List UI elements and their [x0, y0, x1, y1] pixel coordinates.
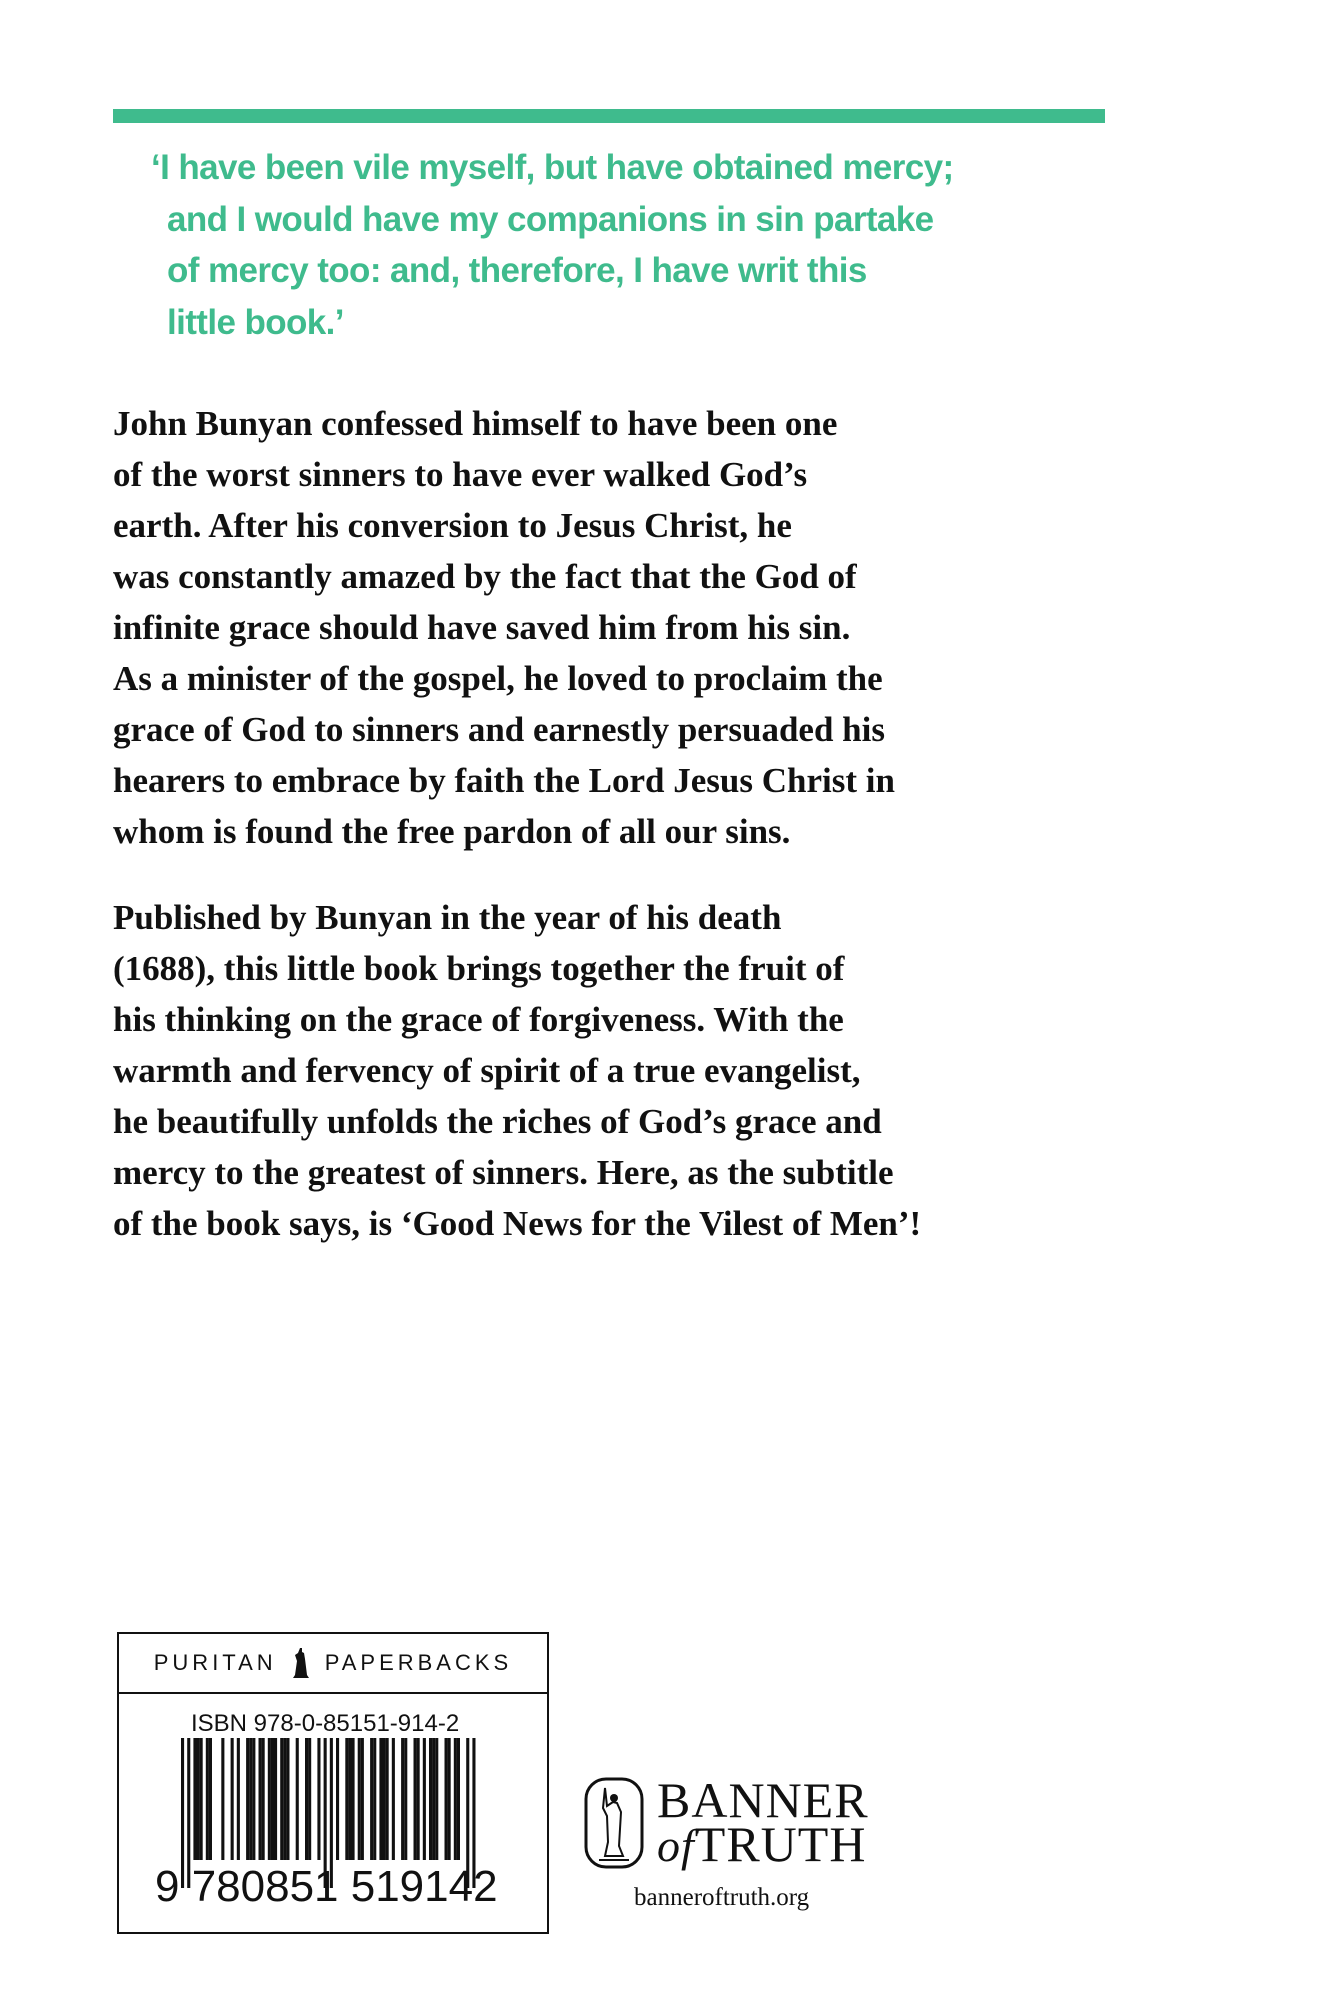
barcode-bar — [268, 1738, 271, 1860]
paragraph-line: warmth and fervency of spirit of a true evangelist, — [113, 1051, 861, 1090]
barcode-bar — [435, 1738, 438, 1860]
barcode-bar — [432, 1738, 435, 1860]
barcode-bar — [231, 1738, 234, 1860]
paragraph-line: of the book says, is ‘Good News for the Vilest of Men’! — [113, 1204, 922, 1243]
paragraph-line: grace of God to sinners and earnestly persuaded his — [113, 710, 885, 749]
barcode-bar — [308, 1738, 311, 1860]
barcode-digits — [155, 1862, 498, 1912]
barcode-bar — [454, 1738, 457, 1860]
barcode-bar — [401, 1738, 404, 1860]
barcode-bar — [305, 1738, 308, 1860]
quote-line: and I would have my companions in sin partake — [167, 199, 934, 239]
barcode-bar — [206, 1738, 209, 1860]
barcode-bar — [445, 1738, 448, 1860]
barcode-bar — [259, 1738, 262, 1860]
barcode-bar — [392, 1738, 395, 1860]
barcode-bar — [345, 1738, 348, 1860]
barcode-bar — [221, 1738, 224, 1860]
paragraph-line: mercy to the greatest of sinners. Here, as the subtitle — [113, 1153, 894, 1192]
puritan-figure-icon — [291, 1647, 311, 1679]
series-banner — [119, 1634, 547, 1694]
publisher-name-line2: TRUTH — [694, 1816, 867, 1872]
barcode-bar — [280, 1738, 283, 1860]
barcode-bar — [249, 1738, 252, 1860]
paragraph-line: of the worst sinners to have ever walked God’s — [113, 455, 808, 494]
barcode-bar — [358, 1738, 361, 1860]
series-left: PURITAN — [153, 1650, 277, 1675]
barcode-bar — [361, 1738, 364, 1860]
barcode-bar — [417, 1738, 420, 1860]
paragraph-line: earth. After his conversion to Jesus Christ, he — [113, 506, 792, 545]
barcode-bar — [283, 1738, 286, 1860]
barcode-bar — [200, 1738, 203, 1860]
barcode-bar — [414, 1738, 417, 1860]
isbn-box — [117, 1632, 549, 1934]
barcode-bar — [286, 1738, 289, 1860]
barcode-bar — [373, 1738, 376, 1860]
barcode-bar — [296, 1738, 299, 1860]
barcode-bar — [209, 1738, 212, 1860]
barcode-bar — [423, 1738, 426, 1860]
barcode-bar — [246, 1738, 249, 1860]
description-paragraph-2 — [113, 892, 921, 1249]
quote-line: little book.’ — [167, 302, 344, 342]
barcode-bar — [383, 1738, 386, 1860]
paragraph-line: his thinking on the grace of forgiveness. With the — [113, 1000, 844, 1039]
pull-quote — [151, 142, 954, 348]
barcode-bar — [193, 1738, 196, 1860]
barcode-bar — [448, 1738, 451, 1860]
publisher-name-of: of — [657, 1820, 695, 1871]
series-right: PAPERBACKS — [324, 1650, 513, 1675]
quote-line: of mercy too: and, therefore, I have writ this — [167, 251, 867, 290]
paragraph-line: he beautifully unfolds the riches of God’s grace and — [113, 1102, 882, 1141]
quote-line: ‘I have been vile myself, but have obtained mercy; — [151, 148, 954, 187]
description-paragraph-1 — [113, 398, 895, 857]
barcode-bar — [348, 1738, 351, 1860]
barcode-bar — [271, 1738, 274, 1860]
barcode-bar — [336, 1738, 339, 1860]
publisher-logo — [583, 1772, 869, 1872]
publisher-name-line1: BANNER — [657, 1772, 869, 1828]
barcode-bar — [386, 1738, 389, 1860]
barcode-bar — [274, 1738, 277, 1860]
barcode-bar — [352, 1738, 355, 1860]
barcode-bar — [237, 1738, 240, 1860]
paragraph-line: John Bunyan confessed himself to have been one — [113, 404, 838, 443]
paragraph-line: hearers to embrace by faith the Lord Jesus Christ in — [113, 761, 895, 800]
preacher-emblem-icon — [583, 1776, 645, 1870]
accent-bar — [113, 109, 1105, 123]
barcode-bar — [404, 1738, 407, 1860]
paragraph-line: infinite grace should have saved him from his sin. — [113, 608, 851, 647]
barcode-bar — [262, 1738, 265, 1860]
paragraph-line: whom is found the free pardon of all our sins. — [113, 812, 791, 851]
paragraph-line: (1688), this little book brings together the fruit of — [113, 949, 845, 988]
paragraph-line: Published by Bunyan in the year of his death — [113, 898, 782, 937]
paragraph-line: As a minister of the gospel, he loved to proclaim the — [113, 659, 883, 698]
barcode-bar — [457, 1738, 460, 1860]
paragraph-line: was constantly amazed by the fact that the God of — [113, 557, 857, 596]
barcode-bar — [317, 1738, 320, 1860]
barcode-bar — [370, 1738, 373, 1860]
barcode-bar — [429, 1738, 432, 1860]
barcode-bar — [252, 1738, 255, 1860]
barcode-number: 9 780851 519142 — [155, 1862, 498, 1911]
barcode-bar — [379, 1738, 382, 1860]
barcode-bar — [197, 1738, 200, 1860]
publisher-url[interactable]: banneroftruth.org — [634, 1884, 810, 1911]
isbn-label: ISBN 978-0-85151-914-2 — [191, 1710, 460, 1737]
